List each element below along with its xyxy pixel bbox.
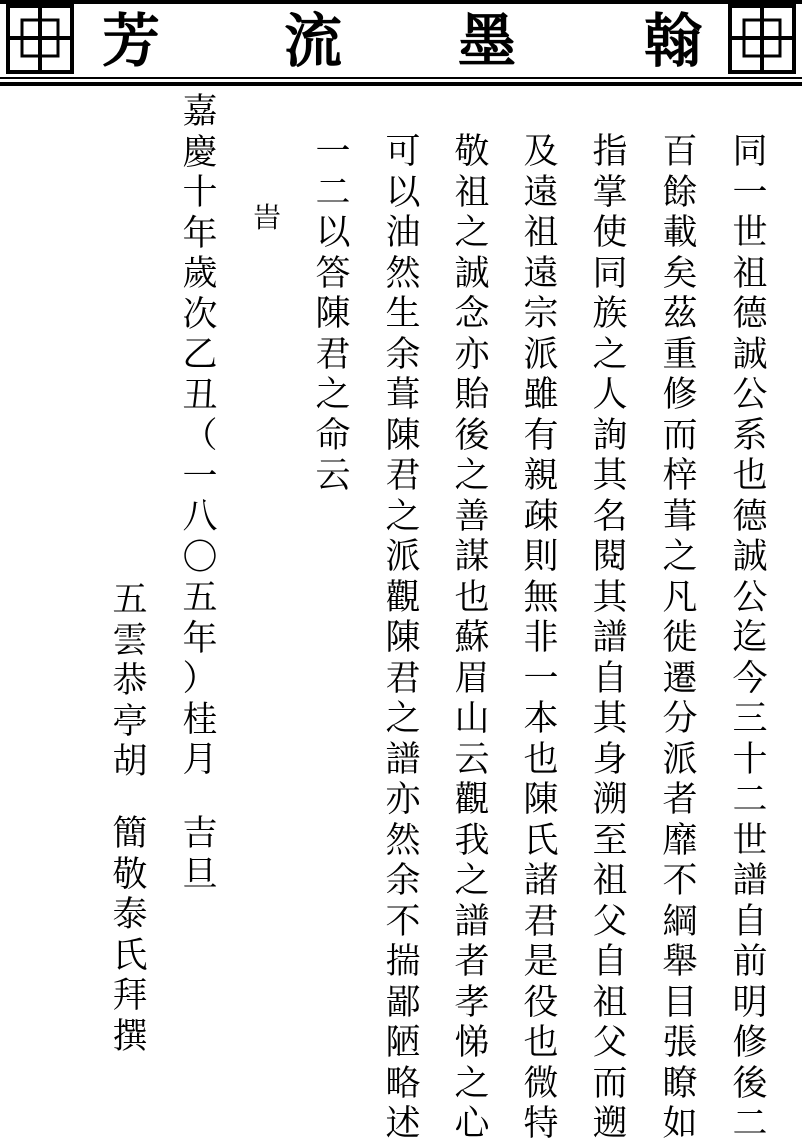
column-char: 桂 [182, 699, 218, 740]
column-char: 德 [732, 294, 768, 334]
column-char: 張 [662, 1023, 698, 1063]
column-char: 而 [592, 1063, 628, 1104]
column-char: 陳 [385, 618, 421, 658]
column-char: 之 [315, 375, 351, 415]
column-char: 自 [592, 942, 628, 982]
column-char: 親 [523, 456, 559, 496]
column-char: 君 [385, 456, 421, 496]
column-char: 旦 [182, 854, 218, 895]
column-char: 鄙 [385, 982, 421, 1023]
column-char: 不 [385, 901, 421, 942]
column-char: 觀 [454, 780, 490, 820]
title-char: 芳 [101, 7, 160, 75]
column-char: 簡 [112, 814, 148, 854]
column-char: 至 [592, 820, 628, 861]
column-char: 誠 [732, 537, 768, 577]
column-char: 二 [732, 780, 768, 820]
column-char: 派 [385, 537, 421, 577]
column-char: 善 [454, 496, 490, 537]
column-char: 遠 [523, 172, 559, 213]
column-char: 述 [385, 1104, 421, 1144]
column-char: 譜 [592, 618, 628, 658]
column-char: 閱 [592, 537, 628, 577]
column-char: 命 [315, 415, 351, 456]
column-char: 眉 [454, 658, 490, 699]
column-char: 而 [662, 415, 698, 456]
column-char: 如 [662, 1104, 698, 1144]
column-char: 一 [182, 456, 218, 497]
right-fret-ornament [730, 6, 794, 72]
column-char: 者 [662, 780, 698, 820]
column-char: 陳 [315, 294, 351, 334]
column-char: 謀 [454, 537, 490, 577]
column-char: 以 [385, 172, 421, 213]
column-char: 無 [523, 577, 559, 618]
column-char: 世 [732, 213, 768, 253]
column-char: 自 [732, 901, 768, 942]
column-char: 父 [592, 901, 628, 942]
column-char: 余 [385, 861, 421, 901]
column-char: 〇 [182, 537, 218, 578]
column-char: 貽 [454, 375, 490, 415]
column-char: 後 [454, 415, 490, 456]
column-char: 二 [315, 172, 351, 213]
column-char: 指 [592, 132, 628, 172]
left-fret-ornament [8, 6, 72, 72]
column-char: 丑 [182, 375, 218, 416]
column-char: 一 [732, 172, 768, 213]
column-char: （ [182, 416, 218, 456]
column-char: 陋 [385, 1023, 421, 1063]
column-char: 其 [592, 456, 628, 496]
column-char: 世 [732, 820, 768, 861]
column-char: 重 [662, 334, 698, 375]
column-char: 之 [454, 861, 490, 901]
column-char: 恭 [112, 661, 148, 701]
column-char: 一 [523, 658, 559, 699]
column-char: 矣 [662, 253, 698, 294]
column-char: 餘 [662, 172, 698, 213]
column-char: 略 [385, 1063, 421, 1104]
column-char: 瞭 [662, 1063, 698, 1104]
column-char: 蘇 [454, 618, 490, 658]
text-column [728, 132, 772, 1145]
column-char: 五 [182, 578, 218, 618]
text-column [381, 132, 425, 1145]
column-char: 溯 [592, 780, 628, 820]
column-char: 自 [592, 658, 628, 699]
column-char: 役 [523, 982, 559, 1023]
column-char: 百 [662, 132, 698, 172]
column-char: 公 [732, 375, 768, 415]
column-char: 修 [732, 1023, 768, 1063]
column-char: 也 [732, 456, 768, 496]
column-char: 有 [523, 415, 559, 456]
column-char: 亦 [385, 780, 421, 820]
date-column [178, 92, 222, 781]
column-char: 陳 [385, 415, 421, 456]
column-char: 微 [523, 1063, 559, 1104]
column-char: 氏 [523, 820, 559, 861]
column-char: 公 [732, 577, 768, 618]
column-char: 歲 [182, 254, 218, 294]
column-char: 次 [182, 294, 218, 335]
column-char: 派 [523, 334, 559, 375]
column-char: 嘉 [182, 92, 218, 132]
column-char: 葺 [662, 496, 698, 537]
column-char: 祖 [732, 253, 768, 294]
column-char: 亦 [454, 334, 490, 375]
column-char: 譜 [454, 901, 490, 942]
column-char: 余 [385, 334, 421, 375]
column-char: 名 [592, 496, 628, 537]
column-char: 誠 [454, 253, 490, 294]
column-char: 二 [732, 1104, 768, 1144]
column-char: 可 [385, 132, 421, 172]
text-column [519, 132, 563, 1145]
column-char: 迄 [732, 618, 768, 658]
column-char: 悌 [454, 1023, 490, 1063]
column-char: 孝 [454, 982, 490, 1023]
column-char: 三 [732, 699, 768, 739]
column-char: 一 [315, 132, 351, 172]
column-char: 雖 [523, 375, 559, 415]
column-char: 則 [523, 537, 559, 577]
column-char: 念 [454, 294, 490, 334]
column-char: 凡 [662, 577, 698, 618]
column-char: 君 [523, 901, 559, 942]
column-char: 也 [523, 1023, 559, 1063]
column-char: 使 [592, 213, 628, 253]
column-char: 載 [662, 213, 698, 253]
column-char: 八 [182, 497, 218, 537]
column-char: 梓 [662, 456, 698, 496]
column-char: 派 [662, 739, 698, 780]
column-char: 綱 [662, 901, 698, 942]
column-char: 月 [182, 740, 218, 780]
column-char: 遠 [523, 253, 559, 294]
column-char: 之 [454, 456, 490, 496]
column-char: 其 [592, 699, 628, 739]
column-char: 遡 [592, 1104, 628, 1144]
column-char: 之 [592, 334, 628, 375]
column-char: 十 [732, 739, 768, 780]
column-char: 今 [732, 658, 768, 699]
column-char: 君 [315, 334, 351, 375]
column-char: 十 [182, 173, 218, 213]
column-char: 譜 [385, 739, 421, 780]
column-char: 本 [523, 699, 559, 739]
column-char: 非 [523, 618, 559, 658]
column-char: 然 [385, 253, 421, 294]
column-char: 年 [182, 618, 218, 659]
column-char: 然 [385, 820, 421, 861]
column-char: 答 [315, 253, 351, 294]
column-char: 也 [454, 577, 490, 618]
column-char: 五 [112, 580, 148, 620]
column-char: 德 [732, 496, 768, 537]
column-char: 慶 [182, 132, 218, 173]
column-char: 前 [732, 942, 768, 982]
column-char: 胡 [112, 742, 148, 782]
title-char: 翰 [643, 7, 702, 75]
column-char: 靡 [662, 820, 698, 861]
column-char: 年 [182, 213, 218, 254]
column-char: 分 [662, 699, 698, 739]
column-char: 雲 [112, 620, 148, 661]
title-char: 墨 [457, 7, 516, 75]
column-char: 身 [592, 739, 628, 780]
column-char: 心 [454, 1104, 490, 1144]
column-char: 觀 [385, 577, 421, 618]
column-char: 特 [523, 1104, 559, 1144]
column-char: 泰 [112, 895, 148, 935]
column-char: 祖 [592, 982, 628, 1023]
column-char: 我 [454, 820, 490, 861]
column-char: 敬 [112, 854, 148, 895]
column-char: 不 [662, 861, 698, 901]
column-char: 舉 [662, 942, 698, 982]
column-char: 拜 [112, 976, 148, 1016]
author-column [108, 580, 152, 783]
column-char: 族 [592, 294, 628, 334]
column-char: 諸 [523, 861, 559, 901]
column-char: 宗 [523, 294, 559, 334]
title-char: 流 [283, 7, 342, 75]
column-char: 山 [454, 699, 490, 739]
column-char: ） [182, 659, 218, 699]
column-char: 及 [523, 132, 559, 172]
column-char: 之 [454, 1063, 490, 1104]
column-char: 陳 [523, 780, 559, 820]
text-column [311, 132, 355, 497]
author-column [108, 814, 152, 1057]
column-char: 祖 [454, 172, 490, 213]
column-char: 目 [662, 982, 698, 1023]
column-char: 人 [592, 375, 628, 415]
column-char: 同 [592, 253, 628, 294]
column-char: 生 [385, 294, 421, 334]
column-char: 吉 [182, 814, 218, 854]
column-char: 旹 [252, 201, 281, 234]
column-char: 之 [385, 496, 421, 537]
column-char: 修 [662, 375, 698, 415]
column-char: 後 [732, 1063, 768, 1104]
column-char: 系 [732, 415, 768, 456]
column-char: 油 [385, 213, 421, 253]
column-char: 遷 [662, 658, 698, 699]
column-char: 云 [315, 456, 351, 496]
text-column [658, 132, 702, 1145]
column-char: 其 [592, 577, 628, 618]
date-prefix [245, 198, 289, 239]
column-char: 誠 [732, 334, 768, 375]
column-char: 君 [385, 658, 421, 699]
text-column [450, 132, 494, 1145]
column-char: 之 [662, 537, 698, 577]
column-char: 詢 [592, 415, 628, 456]
column-char: 乙 [182, 335, 218, 375]
auspicious-day [178, 814, 222, 895]
column-char: 云 [454, 739, 490, 780]
column-char: 者 [454, 942, 490, 982]
column-char: 譜 [732, 861, 768, 901]
column-char: 以 [315, 213, 351, 253]
column-char: 之 [385, 699, 421, 739]
column-char: 敬 [454, 132, 490, 172]
column-char: 父 [592, 1023, 628, 1063]
column-char: 祖 [592, 861, 628, 901]
column-char: 氏 [112, 935, 148, 976]
column-char: 明 [732, 982, 768, 1023]
text-column [588, 132, 632, 1145]
column-char: 茲 [662, 294, 698, 334]
column-char: 揣 [385, 942, 421, 982]
column-char: 葺 [385, 375, 421, 415]
column-char: 亭 [112, 701, 148, 742]
column-char: 是 [523, 942, 559, 982]
column-char: 之 [454, 213, 490, 253]
column-char: 掌 [592, 172, 628, 213]
column-char: 撰 [112, 1016, 148, 1057]
column-char: 徙 [662, 618, 698, 658]
column-char: 疎 [523, 496, 559, 537]
column-char: 同 [732, 132, 768, 172]
column-char: 祖 [523, 213, 559, 253]
column-char: 也 [523, 739, 559, 780]
